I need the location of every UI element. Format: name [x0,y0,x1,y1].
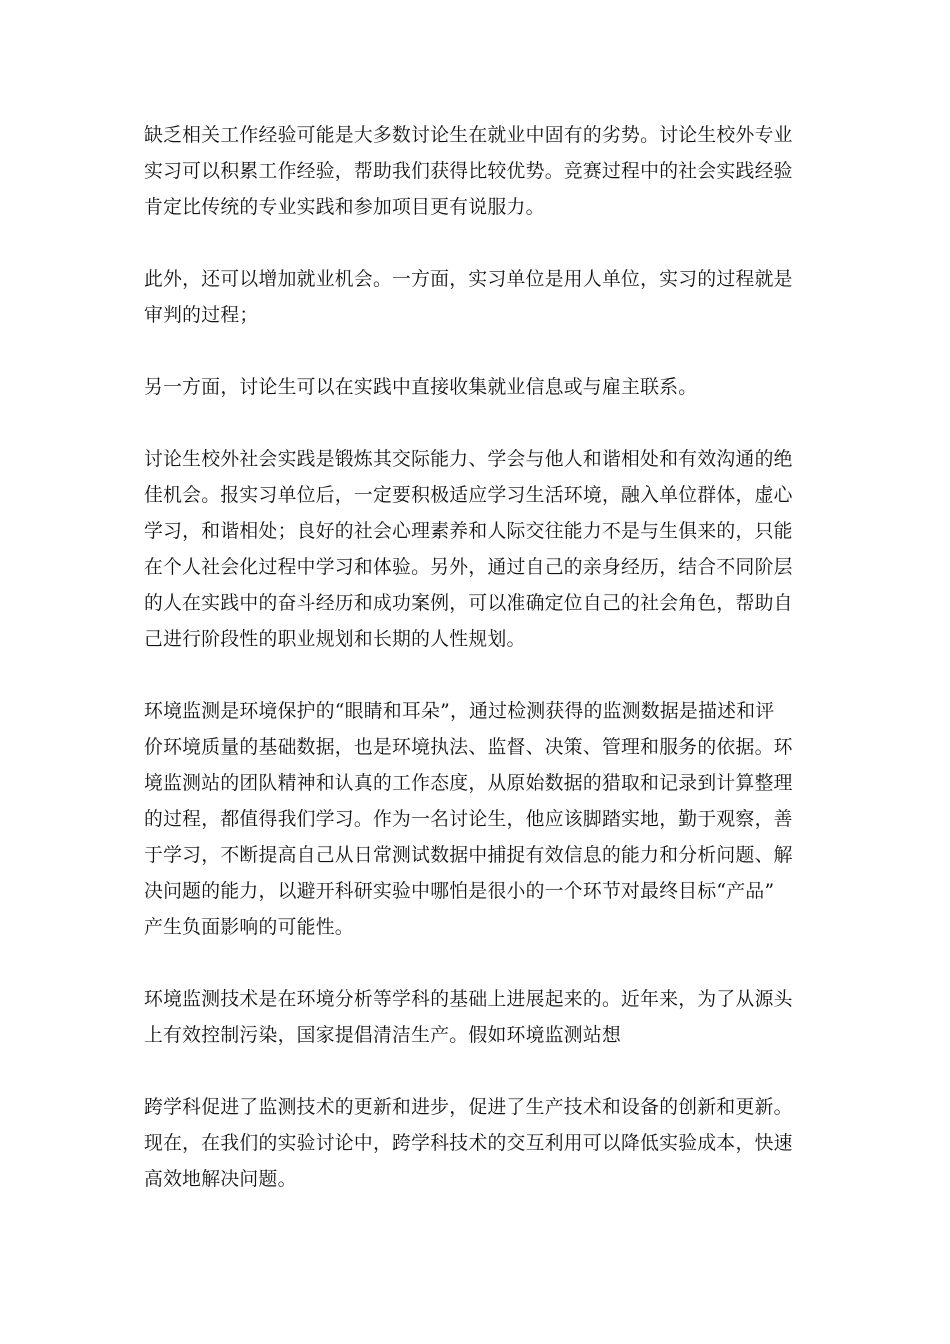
paragraph-environmental-monitoring: 环境监测是环境保护的“眼睛和耳朵”，通过检测获得的监测数据是描述和评 价环境质量的基础数据，也是环境执法、监督、决策、管理和服务的依据。环 境监测站的团队精神和认真的工作态度，从原始数据的猎取和记录到计算整理 的过程，都值得我们学习。作为一名讨论生，他应该脚踏实地，勤于观察，善 于学习，不断提高自己从日常测试数据中捕捉有效信息的能力和分析问题、解 决问题的能力，以避开科研实验中哪怕是很小的一个环节对最终目标“产品” 产生负面影响的可能性。 [144,701,793,938]
paragraph-employer-contact: 另一方面，讨论生可以在实践中直接收集就业信息或与雇主联系。 [144,377,698,398]
paragraph-monitoring-technology: 环境监测技术是在环境分析等学科的基础上进展起来的。近年来，为了从源头 上有效控制污染，国家提倡清洁生产。假如环境监测站想 [144,989,793,1046]
paragraph-employment-opportunities: 此外，还可以增加就业机会。一方面，实习单位是用人单位，实习的过程就是 审判的过程； [144,269,793,326]
paragraph-work-experience: 缺乏相关工作经验可能是大多数讨论生在就业中固有的劣势。讨论生校外专业 实习可以积累工作经验，帮助我们获得比较优势。竞赛过程中的社会实践经验 肯定比传统的专业实践和参加项目更有说服力。 [144,125,793,218]
paragraph-social-practice: 讨论生校外社会实践是锻炼其交际能力、学会与他人和谐相处和有效沟通的绝 佳机会。报实习单位后，一定要积极适应学习生活环境，融入单位群体，虚心 学习，和谐相处；良好的社会心理素养和人际交往能力不是与生俱来的，只能 在个人社会化过程中学习和体验。另外，通过自己的亲身经历，结合不同阶层 的人在实践中的奋斗经历和成功案例，可以准确定位自己的社会角色，帮助自 己进行阶段性的职业规划和长期的人性规划。 [144,449,793,650]
paragraph-interdisciplinary: 跨学科促进了监测技术的更新和进步，促进了生产技术和设备的创新和更新。 现在，在我们的实验讨论中，跨学科技术的交互利用可以降低实验成本，快速 高效地解决问题。 [144,1097,793,1190]
document-body [144,118,800,1234]
